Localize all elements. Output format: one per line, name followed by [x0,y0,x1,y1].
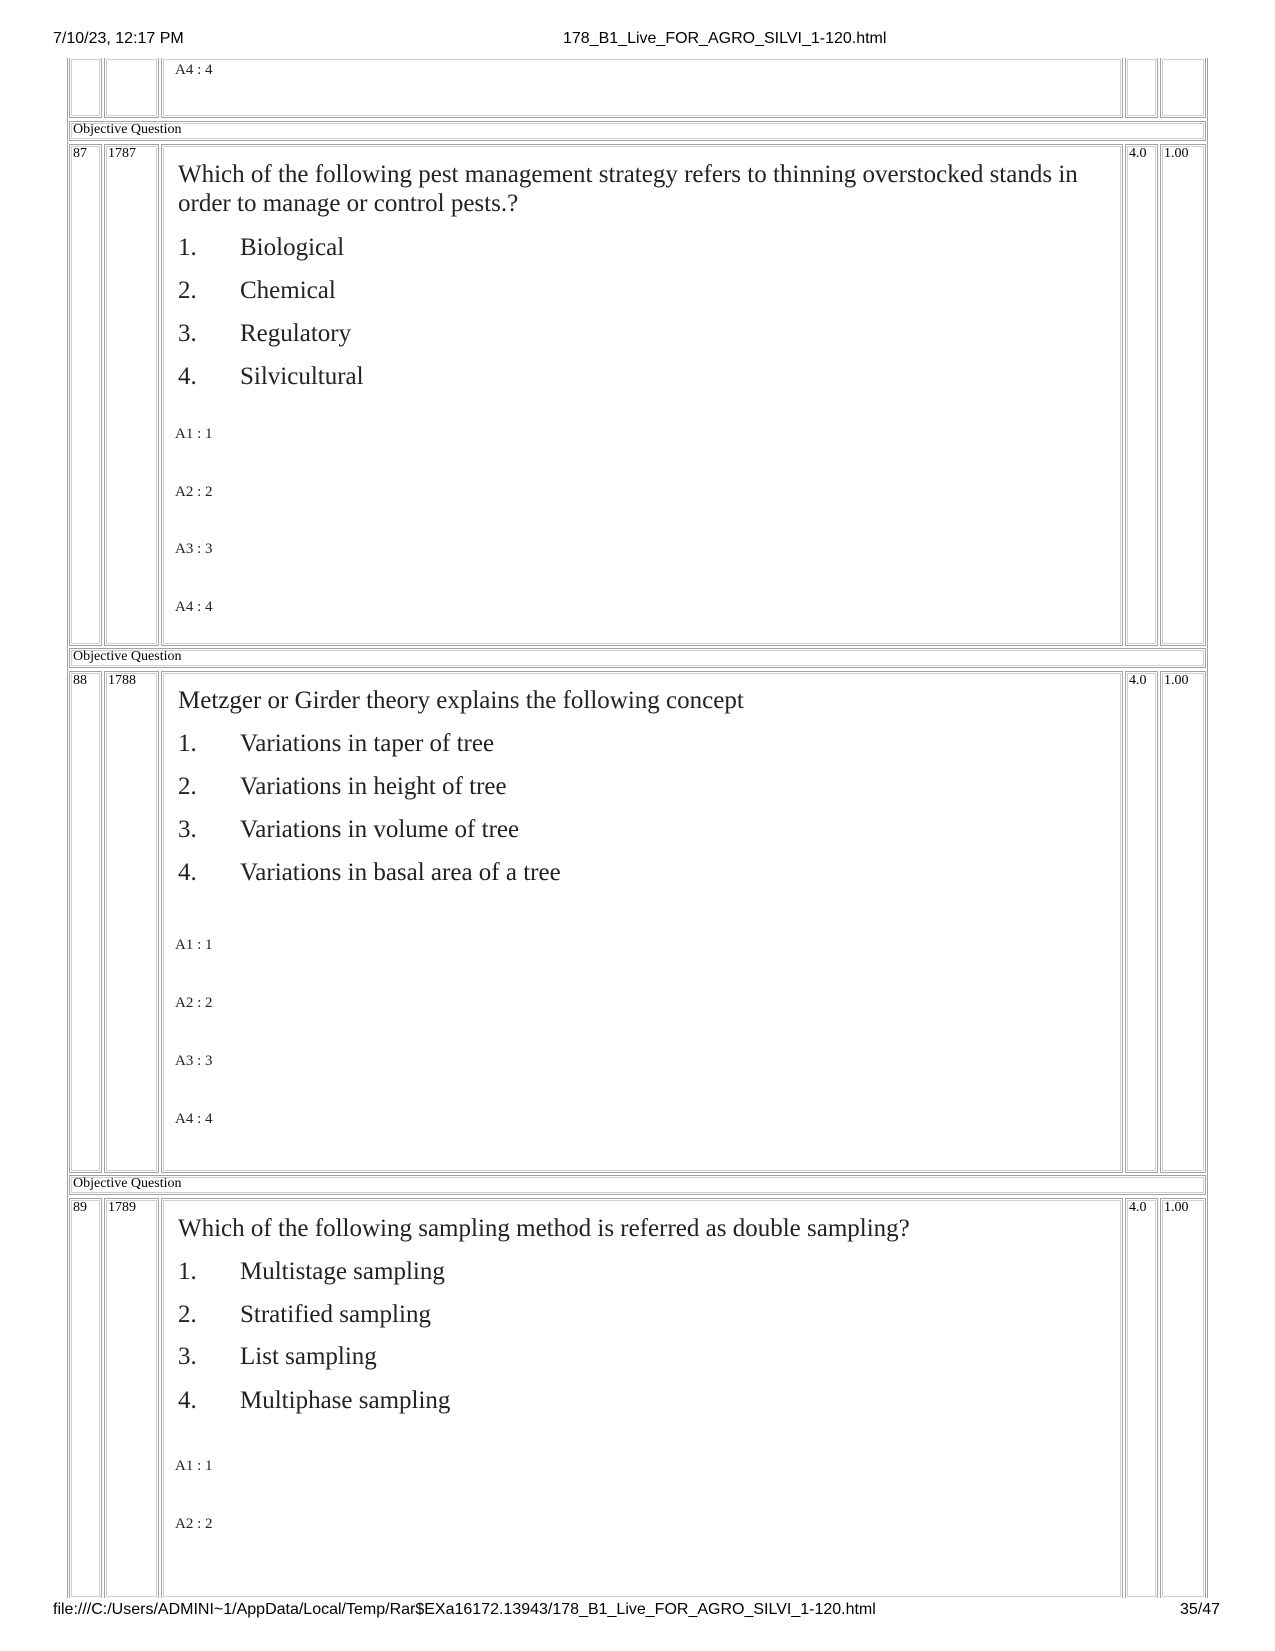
answer-2: A2 : 2 [175,484,213,500]
sno-cell [69,144,102,646]
file-path: file:///C:/Users/ADMINI~1/AppData/Local/Temp/Rar$EXa16172.13943/178_B1_Live_FOR_AGRO_SILVI_1-120.html [53,1601,876,1618]
prev-negative-cell [1160,58,1206,118]
option-1: 1. Biological [178,234,345,261]
question-type-label: Objective Question [73,1176,182,1191]
qid-cell [104,671,159,1173]
question-type-row [69,1175,1206,1195]
question-marks: 4.0 [1129,1200,1147,1215]
marks-cell [1125,144,1158,646]
question-sno: 89 [73,1200,87,1215]
question-text: Which of the following sampling method is referred as double sampling? [178,1215,910,1242]
question-text: Which of the following pest management strategy refers to thinning overstocked stands in order to manage or control pests.? [178,161,1078,217]
question-id: 1789 [108,1200,136,1215]
question-id: 1787 [108,146,136,161]
sno-cell [69,671,102,1173]
question-type-row [69,648,1206,668]
question-text: Metzger or Girder theory explains the following concept [178,687,744,714]
question-marks: 4.0 [1129,673,1147,688]
prev-question-cell [161,58,1123,118]
document-title: 178_B1_Live_FOR_AGRO_SILVI_1-120.html [563,30,887,47]
print-datetime: 7/10/23, 12:17 PM [53,30,184,47]
page-number: 35/47 [1180,1601,1221,1618]
question-type-label: Objective Question [73,649,182,664]
question-id: 1788 [108,673,136,688]
answer-3: A3 : 3 [175,1053,213,1069]
question-negative-marks: 1.00 [1164,1200,1189,1215]
question-negative-marks: 1.00 [1164,673,1189,688]
option-2: 2. Stratified sampling [178,1301,431,1328]
answer-3: A3 : 3 [175,541,213,557]
qid-cell [104,144,159,646]
option-1: 1. Variations in taper of tree [178,730,495,757]
negative-cell [1160,671,1206,1173]
negative-cell [1160,144,1206,646]
marks-cell [1125,671,1158,1173]
answer-2: A2 : 2 [175,995,213,1011]
prev-answer-4: A4 : 4 [175,62,213,78]
answer-4: A4 : 4 [175,1111,213,1127]
marks-cell [1125,1198,1158,1598]
option-3: 3. Regulatory [178,320,352,347]
answer-1: A1 : 1 [175,426,213,442]
option-3: 3. List sampling [178,1343,377,1370]
prev-sno-cell [69,58,102,118]
answer-2: A2 : 2 [175,1516,213,1532]
qid-cell [104,1198,159,1598]
question-type-label: Objective Question [73,122,182,137]
option-3: 3. Variations in volume of tree [178,816,520,843]
option-4: 4. Variations in basal area of a tree [178,859,561,886]
question-marks: 4.0 [1129,146,1147,161]
option-1: 1. Multistage sampling [178,1258,445,1285]
option-2: 2. Chemical [178,277,336,304]
answer-4: A4 : 4 [175,599,213,615]
answer-1: A1 : 1 [175,937,213,953]
question-sno: 88 [73,673,87,688]
negative-cell [1160,1198,1206,1598]
question-negative-marks: 1.00 [1164,146,1189,161]
option-4: 4. Silvicultural [178,363,364,390]
sno-cell [69,1198,102,1598]
answer-1: A1 : 1 [175,1458,213,1474]
option-4: 4. Multiphase sampling [178,1387,451,1414]
prev-marks-cell [1125,58,1158,118]
question-type-row [69,121,1206,141]
question-cell [161,144,1123,646]
question-sno: 87 [73,146,87,161]
prev-qid-cell [104,58,159,118]
option-2: 2. Variations in height of tree [178,773,507,800]
